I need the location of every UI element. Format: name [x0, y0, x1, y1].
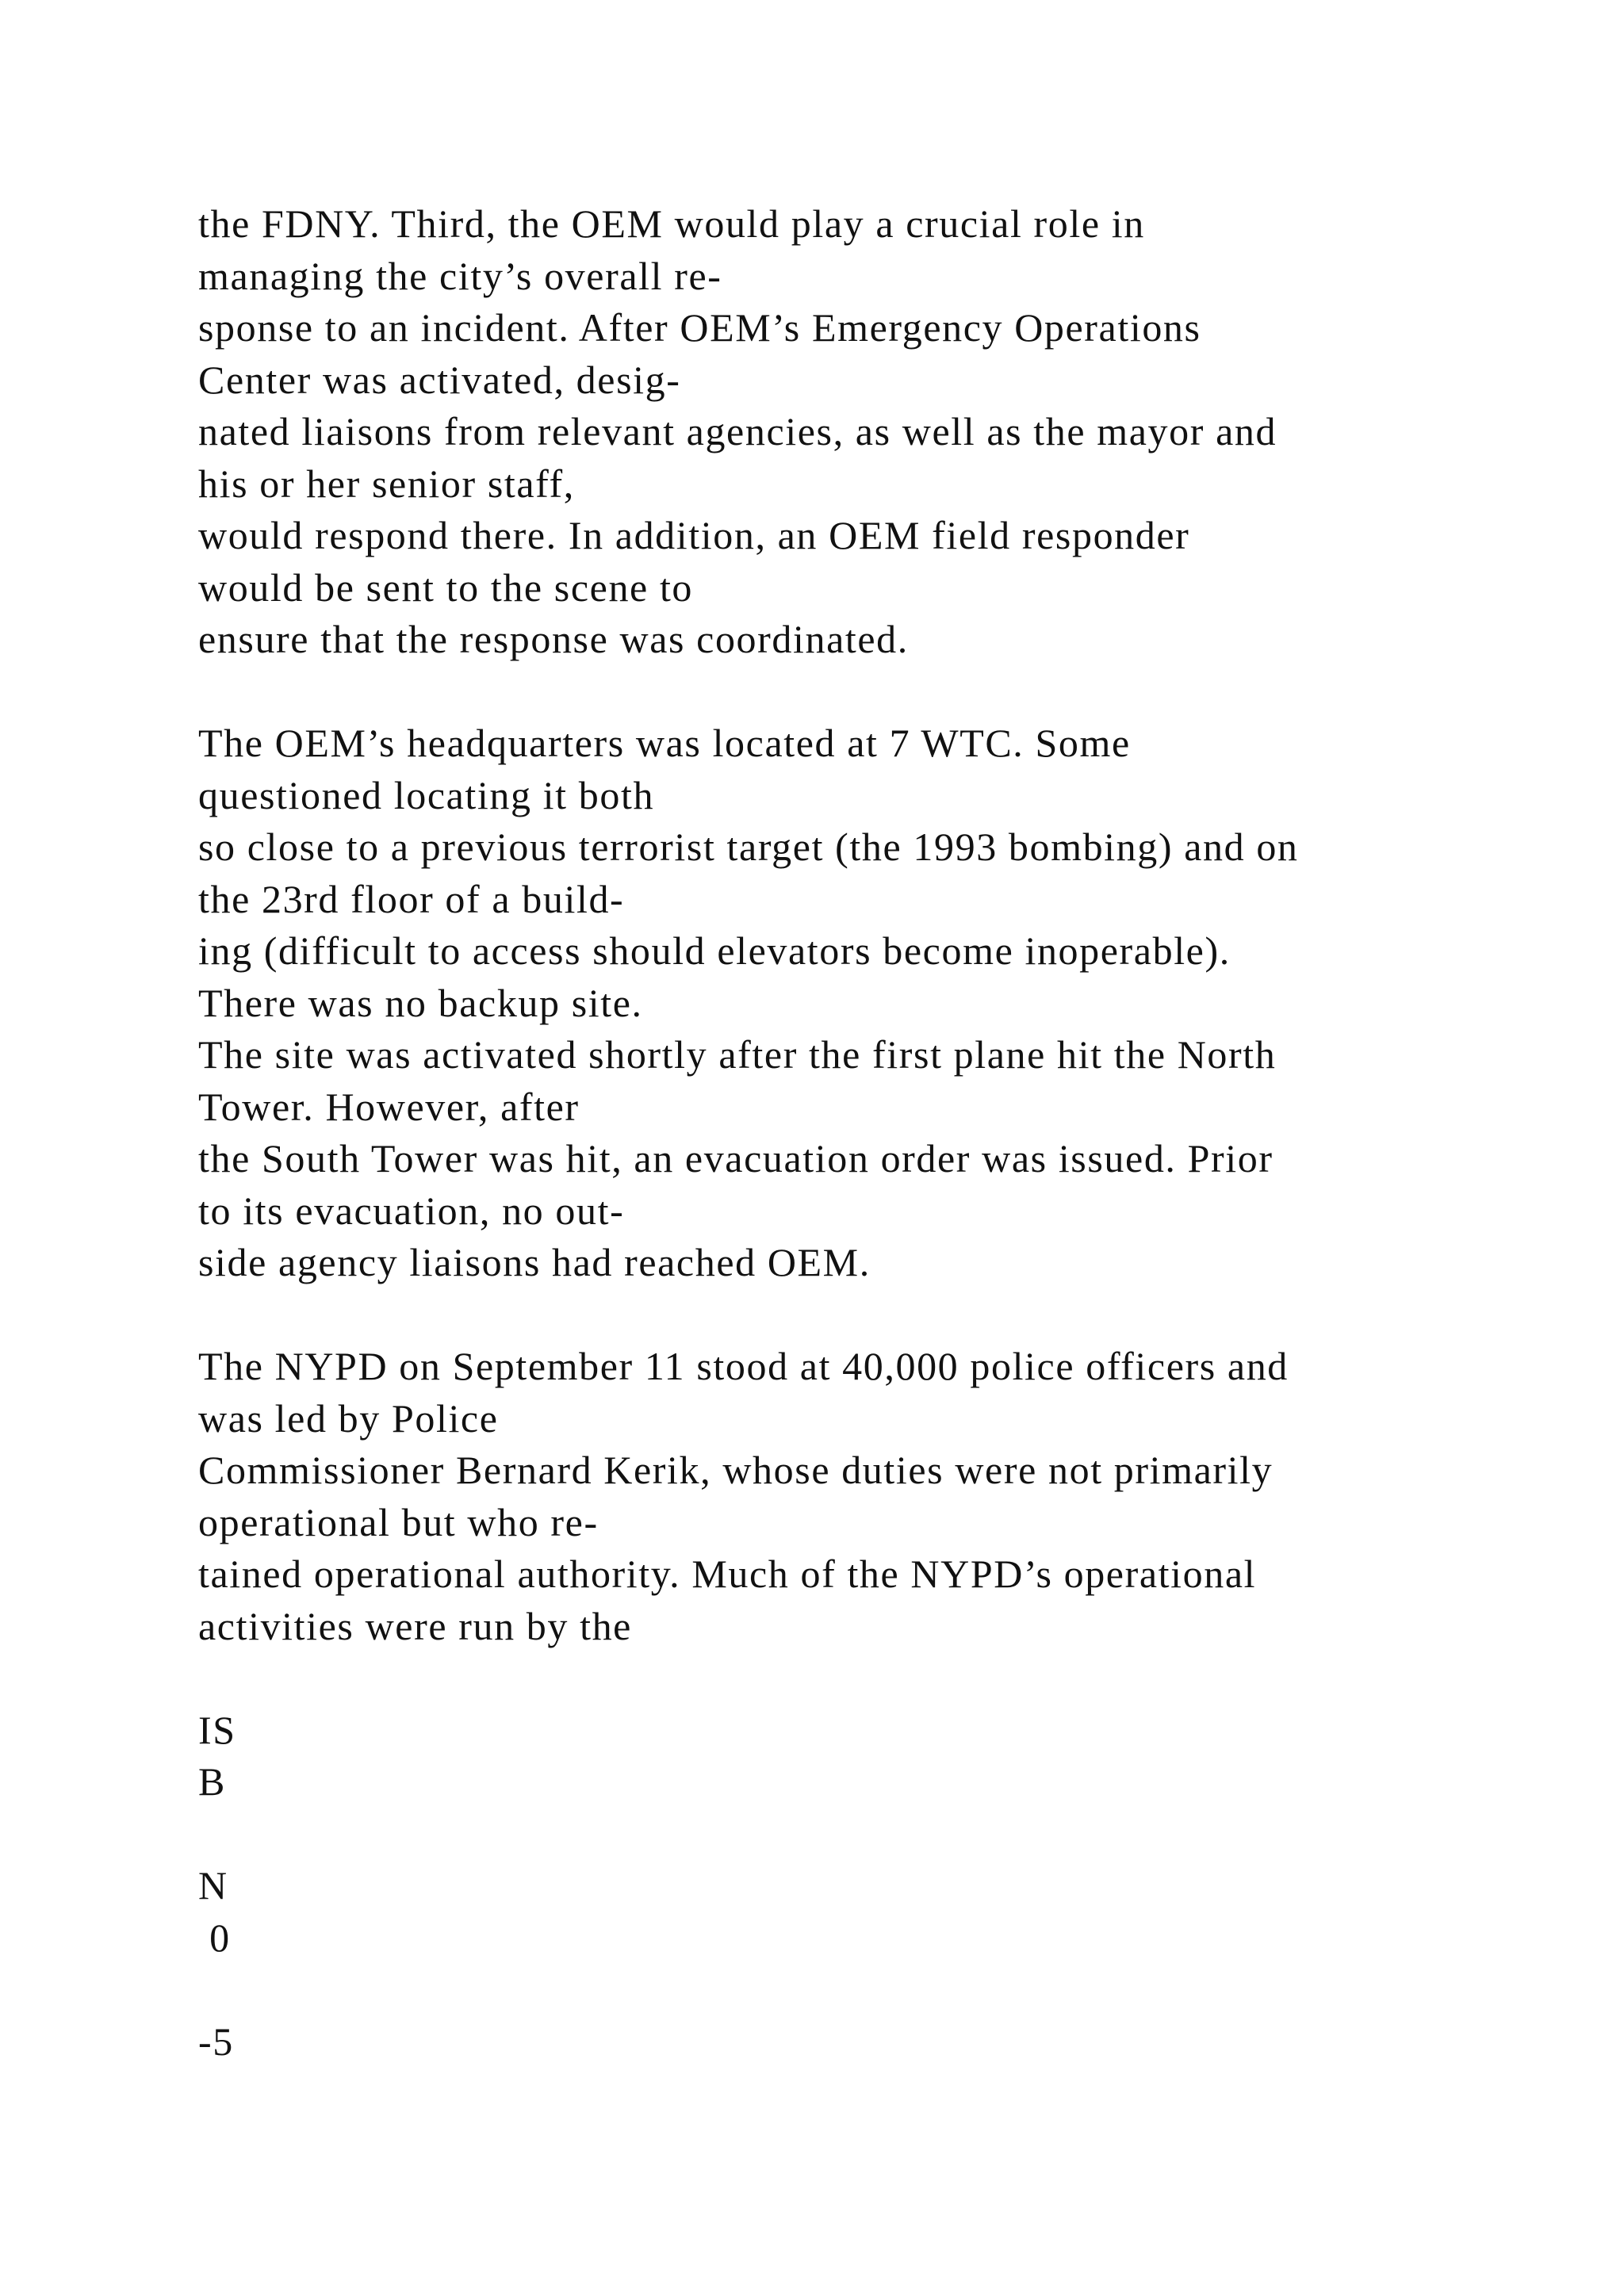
text-line: the 23rd floor of a build- — [198, 876, 625, 921]
text-line: The OEM’s headquarters was located at 7 WTC. Some — [198, 721, 1131, 765]
text-line: to its evacuation, no out- — [198, 1188, 625, 1233]
text-line: questioned locating it both — [198, 772, 655, 817]
text-line: The NYPD on September 11 stood at 40,000 police officers and — [198, 1344, 1289, 1388]
text-line: operational but who re- — [198, 1499, 599, 1544]
isbn-fragment-line: IS — [198, 1707, 236, 1752]
text-line: Center was activated, desig- — [198, 357, 681, 402]
text-line: would be sent to the scene to — [198, 564, 694, 610]
text-line: The site was activated shortly after the first plane hit the North — [198, 1032, 1277, 1077]
blank-line — [198, 1808, 1546, 1861]
blank-line — [198, 666, 1546, 718]
text-line: Tower. However, after — [198, 1084, 580, 1129]
text-line: nated liaisons from relevant agencies, as well as the mayor and — [198, 409, 1277, 453]
text-line: so close to a previous terrorist target (the 1993 bombing) and on — [198, 825, 1299, 869]
text-line: ensure that the response was coordinated. — [198, 617, 909, 661]
text-line: sponse to an incident. After OEM’s Emergency Operations — [198, 305, 1201, 350]
blank-line — [198, 1652, 1546, 1705]
isbn-fragment-line: -5 — [198, 2019, 234, 2064]
text-line: would respond there. In addition, an OEM field responder — [198, 513, 1190, 557]
text-line: his or her senior staff, — [198, 461, 575, 506]
isbn-fragment-line: B — [198, 1759, 226, 1804]
text-line: ing (difficult to access should elevators become inoperable). — [198, 928, 1231, 973]
text-line: There was no backup site. — [198, 980, 643, 1025]
isbn-fragment-line: 0 — [198, 1915, 231, 1960]
document-text — [198, 198, 1546, 2068]
text-line: tained operational authority. Much of the NYPD’s operational — [198, 1552, 1257, 1596]
blank-line — [198, 1289, 1546, 1341]
text-line: managing the city’s overall re- — [198, 253, 722, 298]
text-line: Commissioner Bernard Kerik, whose duties were not primarily — [198, 1448, 1274, 1492]
text-line: the FDNY. Third, the OEM would play a crucial role in — [198, 201, 1145, 246]
isbn-fragment-line: N — [198, 1863, 228, 1908]
text-line: activities were run by the — [198, 1603, 632, 1648]
blank-line — [198, 1964, 1546, 2016]
text-line: the South Tower was hit, an evacuation order was issued. Prior — [198, 1136, 1274, 1181]
text-line: side agency liaisons had reached OEM. — [198, 1240, 871, 1284]
text-line: was led by Police — [198, 1395, 499, 1441]
